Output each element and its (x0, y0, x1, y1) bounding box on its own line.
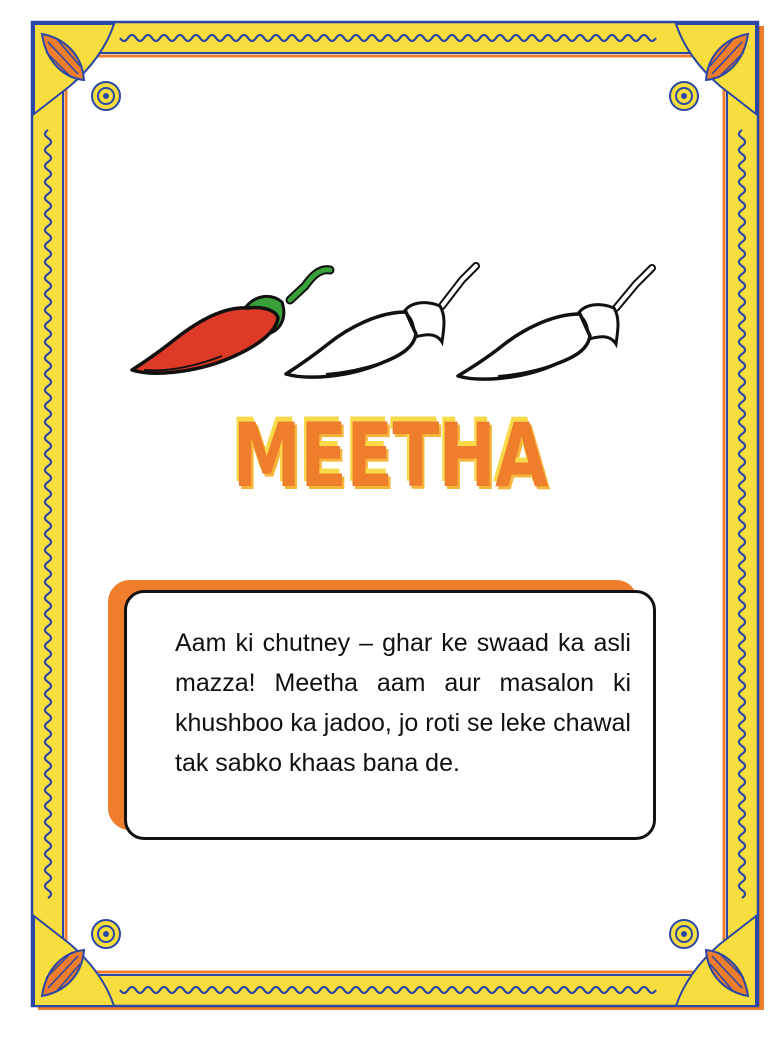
chili-filled-icon (132, 270, 330, 373)
description-text: Aam ki chutney – ghar ke swaad ka asli mazza! Meetha aam aur masalon ki khushboo ka jadoo, jo roti se leke chawal tak sabko khaas bana de. (175, 629, 631, 777)
chili-outline-icon (286, 266, 476, 377)
flavor-title: MEETHA (232, 404, 548, 507)
description-card (124, 590, 656, 840)
chili-outline-icon (458, 268, 652, 379)
